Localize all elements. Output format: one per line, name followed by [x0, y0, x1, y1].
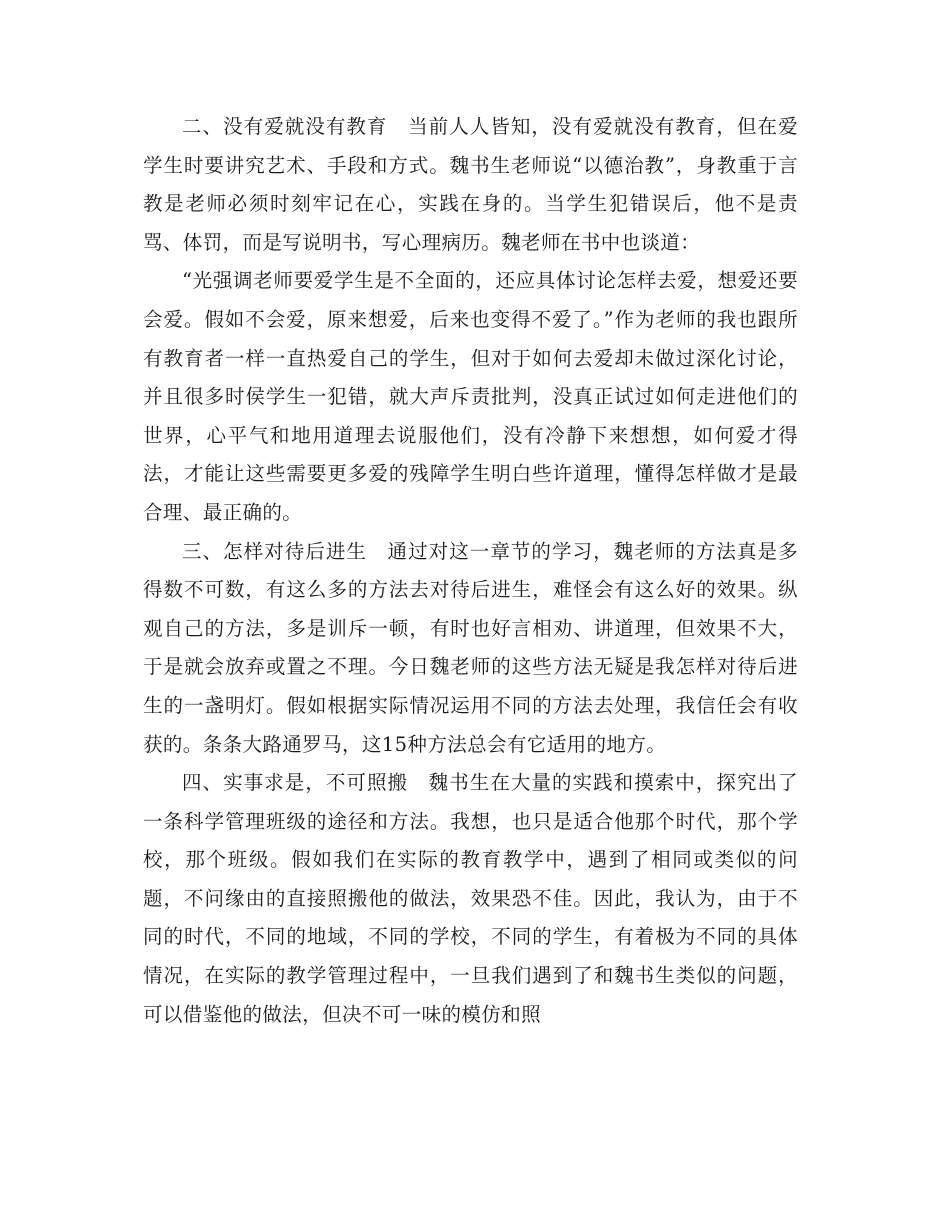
document-page [143, 108, 798, 1034]
paragraph-love-education: 二、没有爱就没有教育 当前人人皆知，没有爱就没有教育，但在爱学生时要讲究艺术、手段和方式。魏书生老师说“以德治教”，身教重于言教是老师必须时刻牢记在心，实践在身的。当学生犯错误后，他不是责骂、体罚，而是写说明书，写心理病历。魏老师在书中也谈道： [143, 115, 798, 254]
paragraph-underachievers: 三、怎样对待后进生 通过对这一章节的学习，魏老师的方法真是多得数不可数，有这么多的方法去对待后进生，难怪会有这么好的效果。纵观自己的方法，多是训斥一顿，有时也好言相劝、讲道理，但效果不大，于是就会放弃或置之不理。今日魏老师的这些方法无疑是我怎样对待后进生的一盏明灯。假如根据实际情况运用不同的方法去处理，我信任会有收获的。条条大路通罗马，这15种方法总会有它适用的地方。 [143, 539, 798, 756]
paragraph-quote-love: “光强调老师要爱学生是不全面的，还应具体讨论怎样去爱，想爱还要会爱。假如不会爱，原来想爱，后来也变得不爱了。”作为老师的我也跟所有教育者一样一直热爱自己的学生，但对于如何去爱却未做过深化讨论，并且很多时侯学生一犯错，就大声斥责批判，没真正试过如何走进他们的世界，心平气和地用道理去说服他们，没有冷静下来想想，如何爱才得法，才能让这些需要更多爱的残障学生明白些许道理，懂得怎样做才是最合理、最正确的。 [143, 269, 798, 524]
paragraph-practical: 四、实事求是，不可照搬 魏书生在大量的实践和摸索中，探究出了一条科学管理班级的途径和方法。我想，也只是适合他那个时代，那个学校，那个班级。假如我们在实际的教育教学中，遇到了相同或类似的问题，不问缘由的直接照搬他的做法，效果恐不佳。因此，我认为，由于不同的时代，不同的地域，不同的学校，不同的学生，有着极为不同的具体情况，在实际的教学管理过程中，一旦我们遇到了和魏书生类似的问题，可以借鉴他的做法，但决不可一味的模仿和照 [143, 771, 798, 1026]
